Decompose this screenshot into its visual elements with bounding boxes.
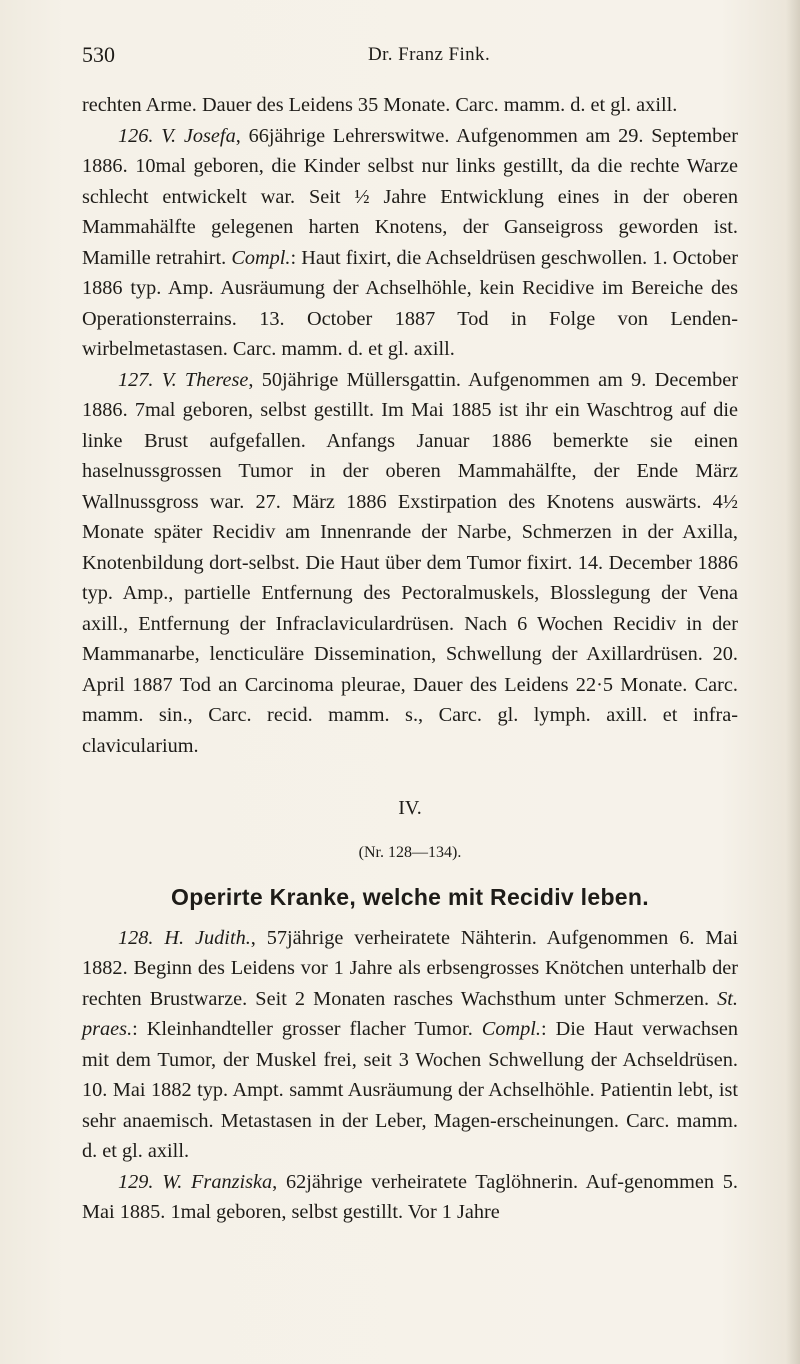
body-text <box>82 90 738 1228</box>
case-text: , 62jährige verheiratete Taglöhnerin. Auf-genommen 5. Mai 1885. 1mal geboren, selbst gestillt. Vor 1 Jahre <box>82 1170 738 1223</box>
compl-label: Compl. <box>231 246 291 269</box>
page-number: 530 <box>82 42 115 67</box>
praes-label: St. praes. <box>82 987 738 1040</box>
page-header <box>0 42 800 72</box>
case-text: , 66jährige Lehrerswitwe. Aufgenommen am 29. September 1886. 10mal geboren, die Kinder selbst nur links gestillt, da die rechte Warze schlecht entwickelt war. Seit ½ Jahre Entwicklung eines in der oberen Mammahälfte gelegenen harten Knotens, der Ganseigross geworden ist. Mamille retrahirt. <box>82 124 738 269</box>
patient-name: H. Judith. <box>164 926 251 949</box>
patient-name: W. Franziska <box>162 1170 273 1193</box>
case-128 <box>82 923 738 1167</box>
section-number: IV. <box>398 797 422 819</box>
case-text-continued: : Kleinhandteller grosser flacher Tumor. <box>132 1018 482 1040</box>
case-number: 128. <box>118 926 154 949</box>
running-head: Dr. Franz Fink. <box>368 44 491 65</box>
patient-name: V. Josefa <box>161 124 236 147</box>
case-text-continued: : Haut fixirt, die Achseldrüsen geschwollen. 1. October 1886 typ. Amp. Ausräumung der Achselhöhle, kein Recidive im Bereiche des Operationsterrains. 13. October 1887 Tod in Folge von Lenden-wirbelmetastasen. Carc. mamm. d. et gl. axill. <box>82 246 738 360</box>
page-edge-shadow <box>786 0 800 1364</box>
case-126 <box>82 121 738 365</box>
case-129 <box>82 1167 738 1228</box>
compl-label: Compl. <box>481 1018 541 1040</box>
case-text: , 50jährige Müllersgattin. Aufgenommen am 9. December 1886. 7mal geboren, selbst gestillt. Im Mai 1885 ist ihr ein Waschtrog auf die linke Brust aufgefallen. Anfangs Januar 1886 bemerkte sie einen haselnussgrossen Tumor in der oberen Mammahälfte, der Ende März Wallnussgross war. 27. März 1886 Exstirpation des Knotens auswärts. 4½ Monate später Recidiv am Innenrande der Narbe, Schmerzen in der Axilla, Knotenbildung dort-selbst. Die Haut über dem Tumor fixirt. 14. December 1886 typ. Amp., partielle Entfernung des Pectoralmuskels, Blosslegung der Vena axill., Entfernung der Infraclaviculardrüsen. Nach 6 Wochen Recidiv in der Mammanarbe, lencticuläre Dissemination, Schwellung der Axillardrüsen. 20. April 1887 Tod an Carcinoma pleurae, Dauer des Leidens 22·5 Monate. Carc. mamm. sin., Carc. recid. mamm. s., Carc. gl. lymph. axill. et infra-clavicularium. <box>82 368 738 757</box>
case-text-final: : Die Haut verwachsen mit dem Tumor, der Muskel frei, seit 3 Wochen Schwellung der Achseldrüsen. 10. Mai 1882 typ. Ampt. sammt Ausräumung der Achselhöhle. Patientin lebt, ist sehr anaemisch. Metastasen in der Leber, Magen-erscheinungen. Carc. mamm. d. et gl. axill. <box>82 1018 738 1162</box>
paragraph-text: rechten Arme. Dauer des Leidens 35 Monate. Carc. mamm. d. et gl. axill. <box>82 94 678 116</box>
case-127 <box>82 365 738 762</box>
section-heading: Operirte Kranke, welche mit Recidiv leben. <box>171 884 649 910</box>
case-number: 126. <box>118 124 154 147</box>
case-number: 127. <box>118 368 154 391</box>
patient-name: V. Therese <box>161 368 249 391</box>
case-number: 129. <box>118 1170 154 1193</box>
case-text: , 57jährige verheiratete Nähterin. Aufgenommen 6. Mai 1882. Beginn des Leidens vor 1 Jahre als erbsengrosses Knötchen unterhalb der rechten Brustwarze. Seit 2 Monaten rasches Wachsthum unter Schmerzen. <box>82 926 738 1010</box>
paragraph-continuation <box>82 90 738 121</box>
section-range: (Nr. 128—134). <box>358 843 462 861</box>
